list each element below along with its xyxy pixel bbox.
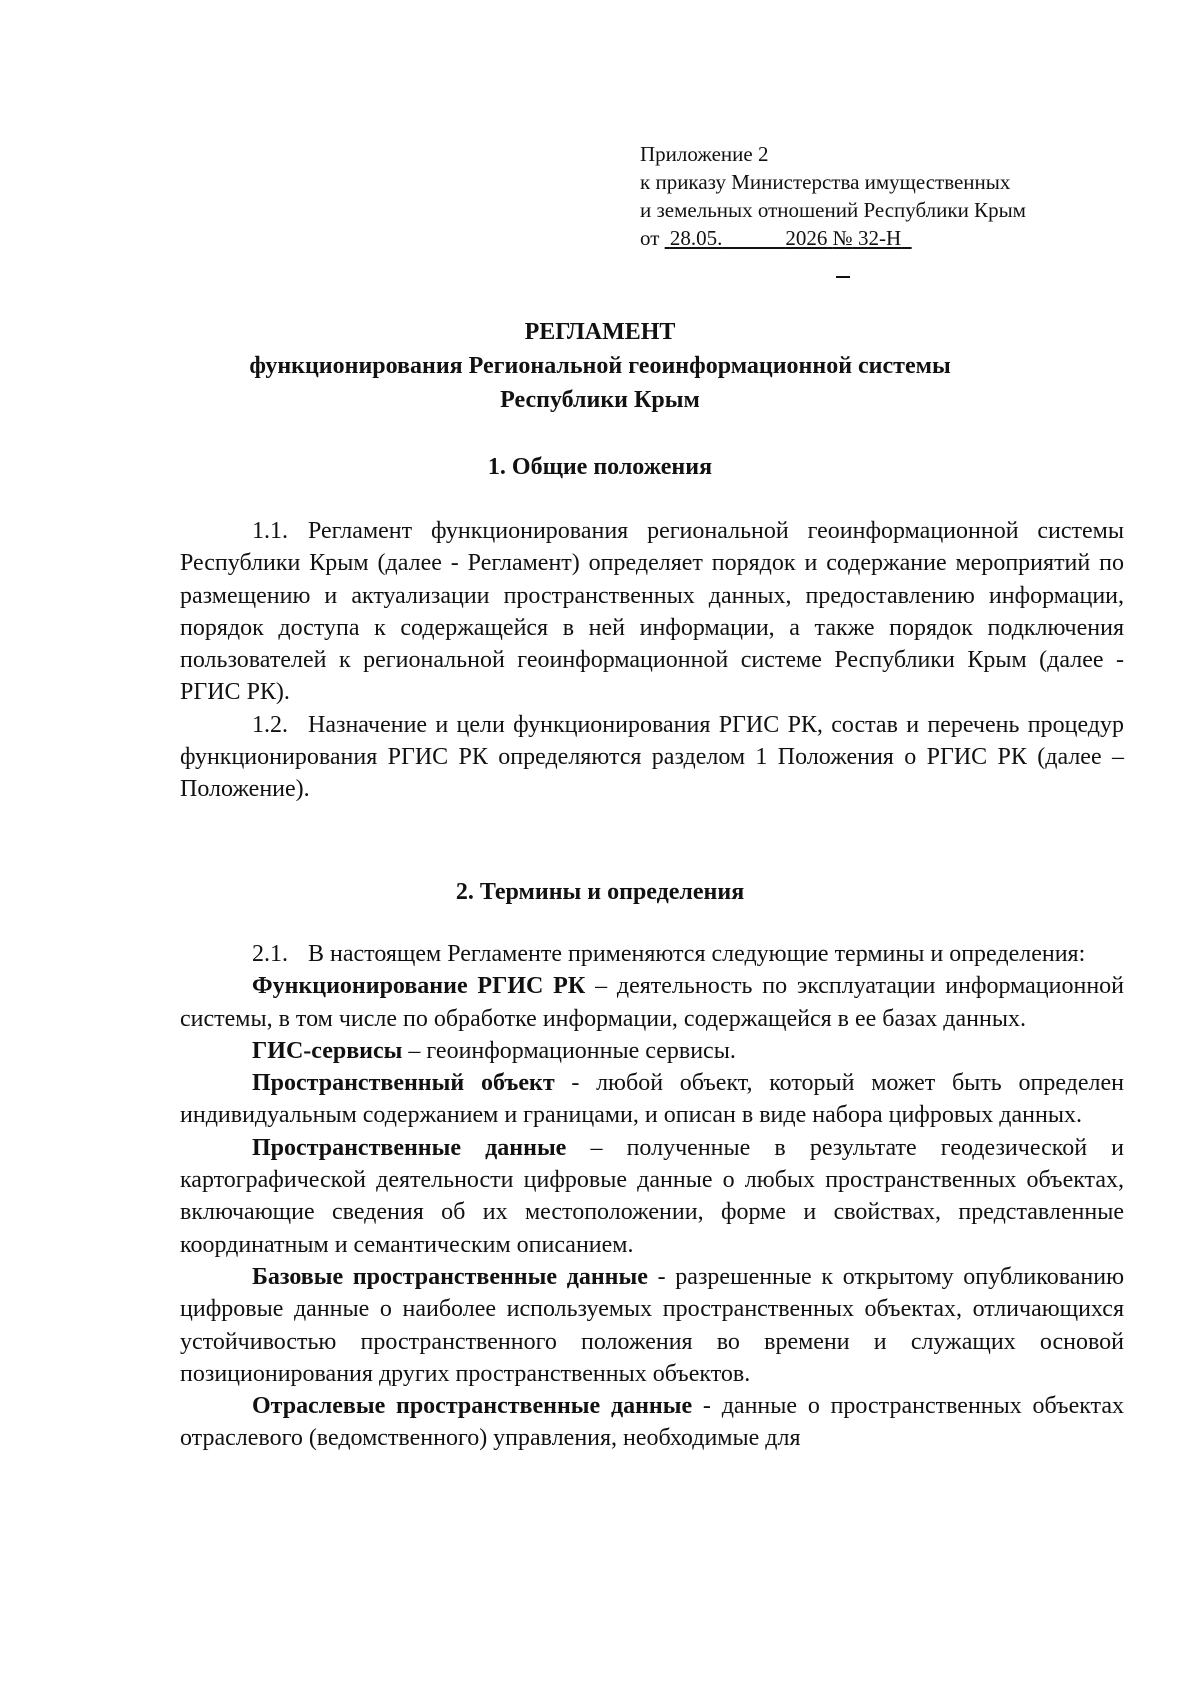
section-2-body	[180, 938, 1124, 1455]
order-number: 32-Н	[857, 226, 902, 250]
paragraph-text: В настоящем Регламенте применяются следующие термины и определения:	[308, 941, 1086, 967]
paragraph-2-1	[180, 938, 1124, 970]
definition: – деятельность по эксплуатации информационной системы, в том числе по обработке информации, содержащейся в ее базах данных.	[180, 973, 1125, 1032]
term-definition	[180, 970, 1124, 1035]
document-title	[0, 315, 1200, 417]
appendix-line-3: и земельных отношений Республики Крым	[640, 198, 1026, 222]
paragraph-number: 2.1.	[252, 941, 288, 967]
date-year: 2026	[785, 226, 828, 250]
title-line-1: РЕГЛАМЕНТ	[524, 319, 676, 345]
title-line-3: Республики Крым	[500, 387, 700, 413]
term: Функционирование РГИС РК	[252, 973, 586, 1000]
section-2-heading: 2. Термины и определения	[455, 879, 745, 905]
paragraph-1-1	[180, 515, 1124, 709]
number-prefix: №	[832, 226, 853, 250]
term-definition	[180, 1132, 1124, 1261]
paragraph-text: Назначение и цели функционирования РГИС РК, состав и перечень процедур функционирования РГИС РК определяются разделом 1 Положения о РГИС РК (далее – Положение).	[180, 711, 1124, 803]
appendix-note	[640, 140, 1110, 252]
term-definition	[180, 1261, 1124, 1390]
definition: - любой объект, который может быть определен индивидуальным содержанием и границами, и описан в виде набора цифровых данных.	[180, 1070, 1124, 1129]
section-1-heading: 1. Общие положения	[487, 454, 713, 480]
paragraph-number: 1.1.	[252, 518, 288, 544]
stray-dash-mark	[836, 276, 850, 278]
appendix-line-1: Приложение 2	[640, 142, 769, 166]
date-prefix: от	[640, 226, 660, 250]
term: Пространственный объект	[252, 1070, 555, 1097]
definition: - разрешенные к открытому опубликованию цифровые данные о наиболее используемых пространственных объектах, отличающихся устойчивостью пространственного положения во времени и служащих основой позиционирования других пространственных объектов.	[180, 1263, 1124, 1387]
term-definition	[180, 1035, 1124, 1067]
appendix-line-2: к приказу Министерства имущественных	[640, 170, 1011, 194]
definition: - данные о пространственных объектах отраслевого (ведомственного) управления, необходимые для	[180, 1393, 1124, 1452]
title-line-2: функционирования Региональной геоинформационной системы	[249, 353, 951, 379]
term: Базовые пространственные данные	[252, 1263, 648, 1290]
term: Пространственные данные	[252, 1134, 567, 1161]
date-day: 28.05.	[669, 226, 723, 250]
definition: – полученные в результате геодезической и картографической деятельности цифровые данные о любых пространственных объектах, включающие сведения об их местоположении, форме и свойствах, представленные координатным и семантическим описанием.	[180, 1134, 1125, 1258]
paragraph-1-2	[180, 709, 1124, 806]
term-definition	[180, 1390, 1124, 1455]
definition: – геоинформационные сервисы.	[402, 1037, 736, 1064]
order-number-field	[827, 226, 911, 250]
paragraph-text: Регламент функционирования региональной геоинформационной системы Республики Крым (далее - Регламент) определяет порядок и содержание мероприятий по размещению и актуализации пространственных данных, предоставлению информации, порядок доступа к содержащейся в ней информации, а также порядок подключения пользователей к региональной геоинформационной системе Республики Крым (далее - РГИС РК).	[180, 518, 1124, 706]
section-1-body	[180, 515, 1124, 806]
appendix-date-line	[640, 224, 1110, 252]
term: ГИС-сервисы	[252, 1037, 403, 1064]
paragraph-number: 1.2.	[252, 711, 288, 738]
term-definition	[180, 1067, 1124, 1132]
term: Отраслевые пространственные данные	[252, 1393, 693, 1420]
